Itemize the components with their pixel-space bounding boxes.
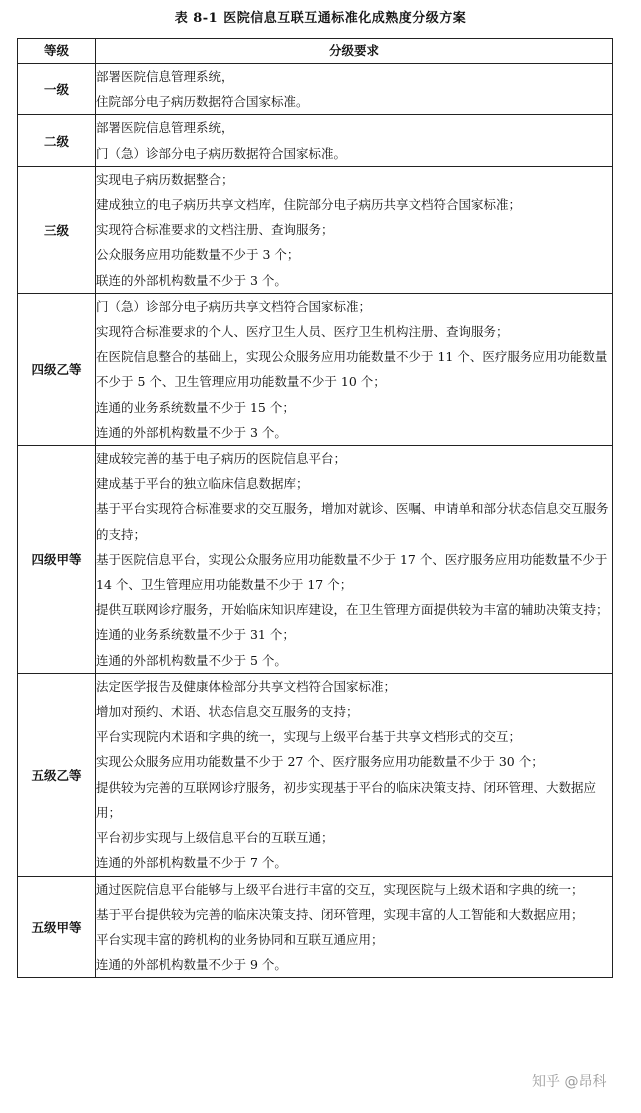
level-cell: 四级甲等 <box>18 446 96 674</box>
requirement-line: 基于医院信息平台，实现公众服务应用功能数量不少于 17 个、医疗服务应用功能数量不少于 14 个、卫生管理应用功能数量不少于 17 个； <box>96 551 608 593</box>
level-cell: 二级 <box>18 115 96 166</box>
table-row <box>18 446 613 674</box>
requirement-line: 连通的外部机构数量不少于 7 个。 <box>96 855 287 871</box>
requirement-line: 平台初步实现与上级信息平台的互联互通； <box>96 830 334 846</box>
requirements-cell <box>96 115 613 166</box>
level-cell: 五级乙等 <box>18 673 96 876</box>
requirement-line: 增加对预约、术语、状态信息交互服务的支持； <box>96 704 359 720</box>
level-cell: 四级乙等 <box>18 293 96 445</box>
watermark: 知乎 @昂科 <box>532 1074 607 1090</box>
requirement-line: 基于平台提供较为完善的临床决策支持、闭环管理，实现丰富的人工智能和大数据应用； <box>96 906 584 922</box>
requirement-line: 建成较完善的基于电子病历的医院信息平台； <box>96 451 347 467</box>
requirement-line: 门（急）诊部分电子病历共享文档符合国家标准； <box>96 298 372 314</box>
requirement-line: 提供较为完善的互联网诊疗服务，初步实现基于平台的临床决策支持、闭环管理、大数据应用； <box>96 779 597 820</box>
requirement-line: 法定医学报告及健康体检部分共享文档符合国家标准； <box>96 678 397 694</box>
requirement-line: 平台实现院内术语和字典的统一，实现与上级平台基于共享文档形式的交互； <box>96 729 522 745</box>
requirement-line: 连通的外部机构数量不少于 3 个。 <box>96 424 287 440</box>
table-row <box>18 673 613 876</box>
requirement-line: 建成独立的电子病历共享文档库，住院部分电子病历共享文档符合国家标准； <box>96 197 522 213</box>
table-row <box>18 115 613 166</box>
requirement-line: 平台实现丰富的跨机构的业务协同和互联互通应用； <box>96 931 384 947</box>
requirement-line: 实现公众服务应用功能数量不少于 27 个、医疗服务应用功能数量不少于 30 个； <box>96 754 544 770</box>
requirement-line: 连通的业务系统数量不少于 31 个； <box>96 627 295 643</box>
requirements-cell <box>96 64 613 115</box>
requirement-line: 实现电子病历数据整合； <box>96 171 234 187</box>
requirement-line: 部署医院信息管理系统， <box>96 120 234 136</box>
requirement-line: 连通的外部机构数量不少于 5 个。 <box>96 652 287 668</box>
requirement-line: 实现符合标准要求的个人、医疗卫生人员、医疗卫生机构注册、查询服务； <box>96 324 509 340</box>
requirements-cell <box>96 673 613 876</box>
requirements-cell <box>96 166 613 293</box>
level-cell: 五级甲等 <box>18 876 96 978</box>
grading-table <box>17 38 613 978</box>
header-requirements: 分级要求 <box>96 39 613 64</box>
requirements-cell <box>96 876 613 978</box>
requirements-cell <box>96 293 613 445</box>
requirement-line: 公众服务应用功能数量不少于 3 个； <box>96 247 300 263</box>
table-row <box>18 293 613 445</box>
table-caption: 表 8-1 医院信息互联互通标准化成熟度分级方案 <box>174 11 467 26</box>
requirement-line: 实现符合标准要求的文档注册、查询服务； <box>96 222 334 238</box>
table-header-row <box>18 39 613 64</box>
requirement-line: 提供互联网诊疗服务，开始临床知识库建设，在卫生管理方面提供较为丰富的辅助决策支持； <box>96 602 609 618</box>
requirement-line: 基于平台实现符合标准要求的交互服务，增加对就诊、医嘱、申请单和部分状态信息交互服务的支持； <box>96 501 609 542</box>
level-cell: 三级 <box>18 166 96 293</box>
table-row <box>18 876 613 978</box>
table-row <box>18 166 613 293</box>
requirement-line: 住院部分电子病历数据符合国家标准。 <box>96 94 309 110</box>
table-row <box>18 64 613 115</box>
requirement-line: 通过医院信息平台能够与上级平台进行丰富的交互，实现医院与上级术语和字典的统一； <box>96 881 584 897</box>
header-level: 等级 <box>18 39 96 64</box>
requirement-line: 门（急）诊部分电子病历数据符合国家标准。 <box>96 145 347 161</box>
requirement-line: 联连的外部机构数量不少于 3 个。 <box>96 272 287 288</box>
requirement-line: 连通的业务系统数量不少于 15 个； <box>96 399 295 415</box>
requirement-line: 连通的外部机构数量不少于 9 个。 <box>96 957 287 973</box>
level-cell: 一级 <box>18 64 96 115</box>
requirements-cell <box>96 446 613 674</box>
requirement-line: 建成基于平台的独立临床信息数据库； <box>96 476 309 492</box>
requirement-line: 在医院信息整合的基础上，实现公众服务应用功能数量不少于 11 个、医疗服务应用功能数量不少于 5 个、卫生管理应用功能数量不少于 10 个； <box>96 349 608 390</box>
requirement-line: 部署医院信息管理系统， <box>96 69 234 84</box>
